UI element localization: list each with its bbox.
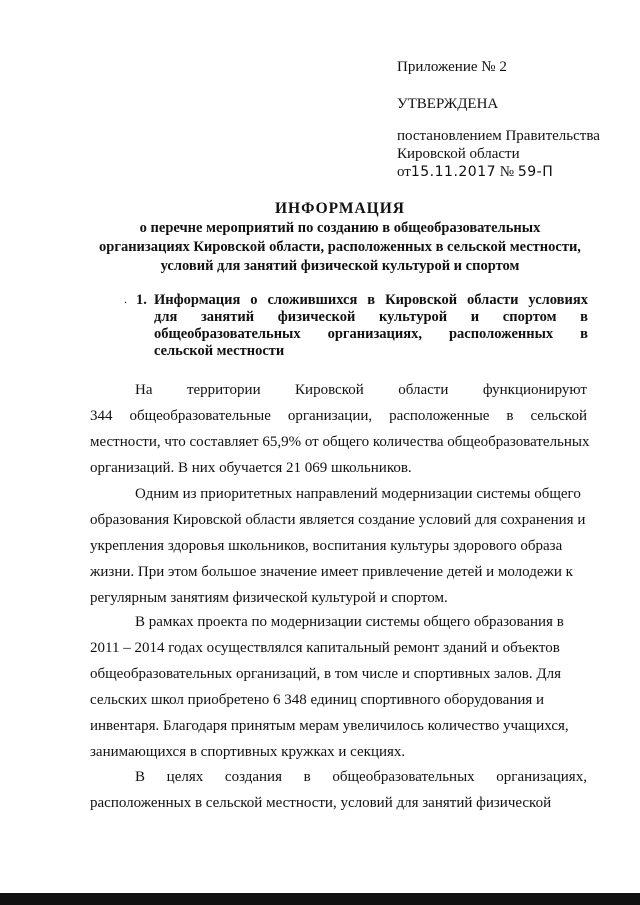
handwritten-date: 15.11.2017: [410, 164, 497, 180]
word: Информация: [154, 292, 241, 308]
word: 344: [90, 408, 113, 424]
word: организации,: [287, 408, 373, 424]
word: области: [398, 382, 449, 398]
paragraph-line: Одним из приоритетных направлений модернизации системы общего: [135, 486, 581, 502]
word: области: [467, 292, 519, 308]
word: На: [135, 382, 153, 398]
word: занятий: [200, 309, 255, 325]
paragraph-line: местности, что составляет 65,9% от общего количества общеобразовательных: [90, 434, 590, 450]
section-heading-line-1: [154, 292, 588, 309]
word: организациях,: [496, 769, 587, 785]
word: в: [367, 292, 376, 308]
section-heading-line-4: сельской местности: [154, 343, 285, 359]
word: общеобразовательных: [154, 326, 301, 342]
paragraph-line: образования Кировской области является создание условий для сохранения и: [90, 512, 586, 528]
word: Кировской: [295, 382, 364, 398]
word: территории: [186, 382, 261, 398]
paragraph-line: жизни. При этом большое значение имеет привлечение детей и молодежи к: [90, 564, 573, 580]
decree-line-2: Кировской области: [397, 146, 520, 162]
word: сложившихся: [267, 292, 358, 308]
decree-line-1: постановлением Правительства: [397, 128, 600, 144]
word: о: [250, 292, 258, 308]
word: и: [470, 309, 480, 325]
paragraph-line: [90, 377, 587, 403]
section-number: 1.: [136, 292, 147, 308]
word: в: [580, 309, 588, 325]
paragraph-line: организаций. В них обучается 21 069 школьников.: [90, 460, 412, 476]
paragraph-line: занимающихся в спортивных кружках и секциях.: [90, 744, 406, 760]
paragraph-line: общеобразовательных организаций, в том числе и спортивных залов. Для: [90, 666, 561, 682]
paragraph-line: сельских школ приобретено 6 348 единиц спортивного оборудования и: [90, 692, 545, 708]
word: сельской: [530, 408, 587, 424]
word: функционируют: [482, 382, 587, 398]
appendix-label: Приложение № 2: [397, 59, 507, 75]
date-prefix: от: [397, 164, 411, 180]
word: организациях,: [327, 326, 422, 342]
word: расположенные: [389, 408, 490, 424]
document-title: ИНФОРМАЦИЯ: [275, 200, 405, 217]
paragraph-line: В рамках проекта по модернизации системы общего образования в: [135, 614, 564, 630]
paragraph-line: регулярным занятиям физической культурой и спортом.: [90, 590, 448, 606]
word: создания: [224, 769, 282, 785]
paragraph-line: расположенных в сельской местности, условий для занятий физической: [90, 795, 552, 811]
paragraph-2: [90, 481, 587, 611]
paragraph-1: [90, 377, 590, 481]
title-sub-line-1: о перечне мероприятий по созданию в общеобразовательных: [139, 220, 541, 236]
word: для: [154, 309, 178, 325]
paragraph-line: [90, 403, 587, 429]
word: целях: [166, 769, 204, 785]
paragraph-3: [90, 609, 587, 765]
section-heading-line-3: [154, 326, 588, 343]
title-sub-line-2: организациях Кировской области, расположенных в сельской местности,: [99, 239, 581, 255]
word: условиях: [528, 292, 588, 308]
scan-dot: .: [124, 292, 127, 306]
paragraph-line: укрепления здоровья школьников, воспитания культуры здорового образа: [90, 538, 563, 554]
number-prefix: №: [499, 164, 515, 180]
word: физической: [277, 309, 356, 325]
handwritten-number: 59-П: [517, 164, 554, 180]
paragraph-line: инвентаря. Благодаря принятым мерам увеличилось количество учащихся,: [90, 718, 569, 734]
section-heading-line-2: [154, 309, 588, 326]
word: В: [135, 769, 146, 785]
word: в: [303, 769, 311, 785]
decree-date-line: [397, 163, 553, 181]
approved-label: УТВЕРЖДЕНА: [397, 96, 499, 112]
title-sub-line-3: условий для занятий физической культурой и спортом: [160, 258, 520, 274]
word: культурой: [378, 309, 448, 325]
word: расположенных: [448, 326, 554, 342]
paragraph-line: [90, 764, 587, 790]
paragraph-4: [90, 764, 587, 816]
word: Кировской: [385, 292, 458, 308]
word: общеобразовательных: [332, 769, 475, 785]
paragraph-line: 2011 – 2014 годах осуществлялся капитальный ремонт зданий и объектов: [90, 640, 560, 656]
word: в: [506, 408, 514, 424]
scan-bottom-edge: [0, 893, 640, 905]
word: спортом: [502, 309, 557, 325]
word: в: [580, 326, 588, 342]
section-1-heading: [136, 292, 588, 360]
word: общеобразовательные: [129, 408, 271, 424]
section-heading-lines: [154, 292, 588, 360]
